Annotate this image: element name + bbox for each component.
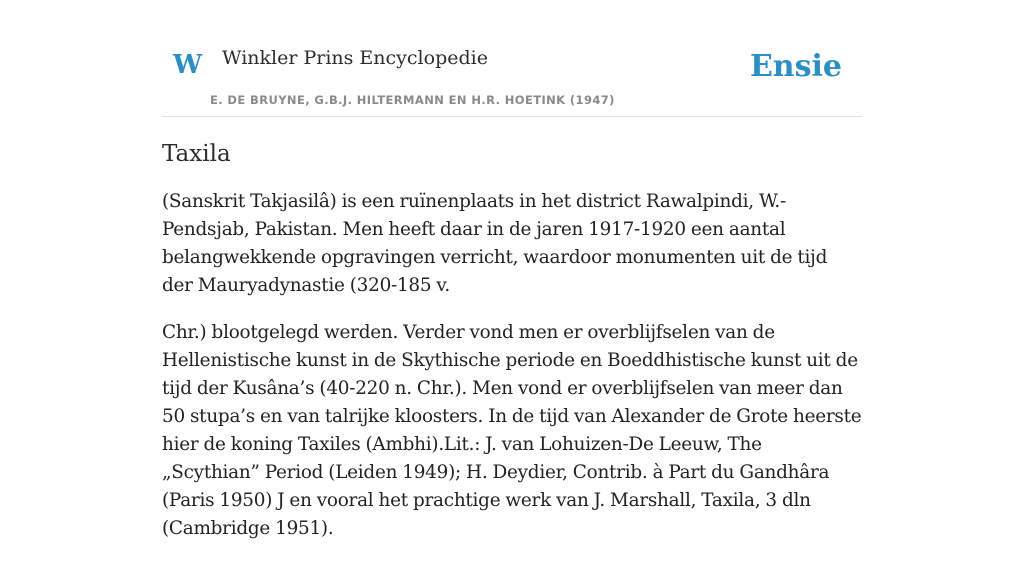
article-paragraph: (Sanskrit Takjasilâ) is een ruïnenplaats in het district Rawalpindi, W.-Pendsjab, Pakistan. Men heeft daar in de jaren 1917-1920 een aantal belangwekkende opgravingen verricht, waardoor monumenten uit de tijd der Mauryadynastie (320-185 v. <box>162 191 828 296</box>
encyclopedia-authors: E. DE BRUYNE, G.B.J. HILTERMANN EN H.R. HOETINK (1947) <box>210 93 615 107</box>
article <box>162 138 862 562</box>
ensie-logo[interactable]: Ensie <box>749 49 842 84</box>
site-header <box>162 30 862 117</box>
encyclopedia-title[interactable]: Winkler Prins Encyclopedie <box>222 47 488 69</box>
winkler-prins-logo[interactable]: W <box>173 50 203 80</box>
article-title: Taxila <box>162 141 231 167</box>
article-paragraph: Chr.) blootgelegd werden. Verder vond men er overblijfselen van de Hellenistische kunst in de Skythische periode en Boeddhistische kunst uit de tijd der Kusâna’s (40-220 n. Chr.). Men vond er overblijfselen van meer dan 50 stupa’s en van talrijke kloosters. In de tijd van Alexander de Grote heerste hier de koning Taxiles (Ambhi).Lit.: J. van Lohuizen-De Leeuw, The „Scythian” Period (Leiden 1949); H. Deydier, Contrib. à Part du Gandhâra (Paris 1950) J en vooral het prachtige werk van J. Marshall, Taxila, 3 dln (Cambridge 1951). <box>162 322 862 539</box>
